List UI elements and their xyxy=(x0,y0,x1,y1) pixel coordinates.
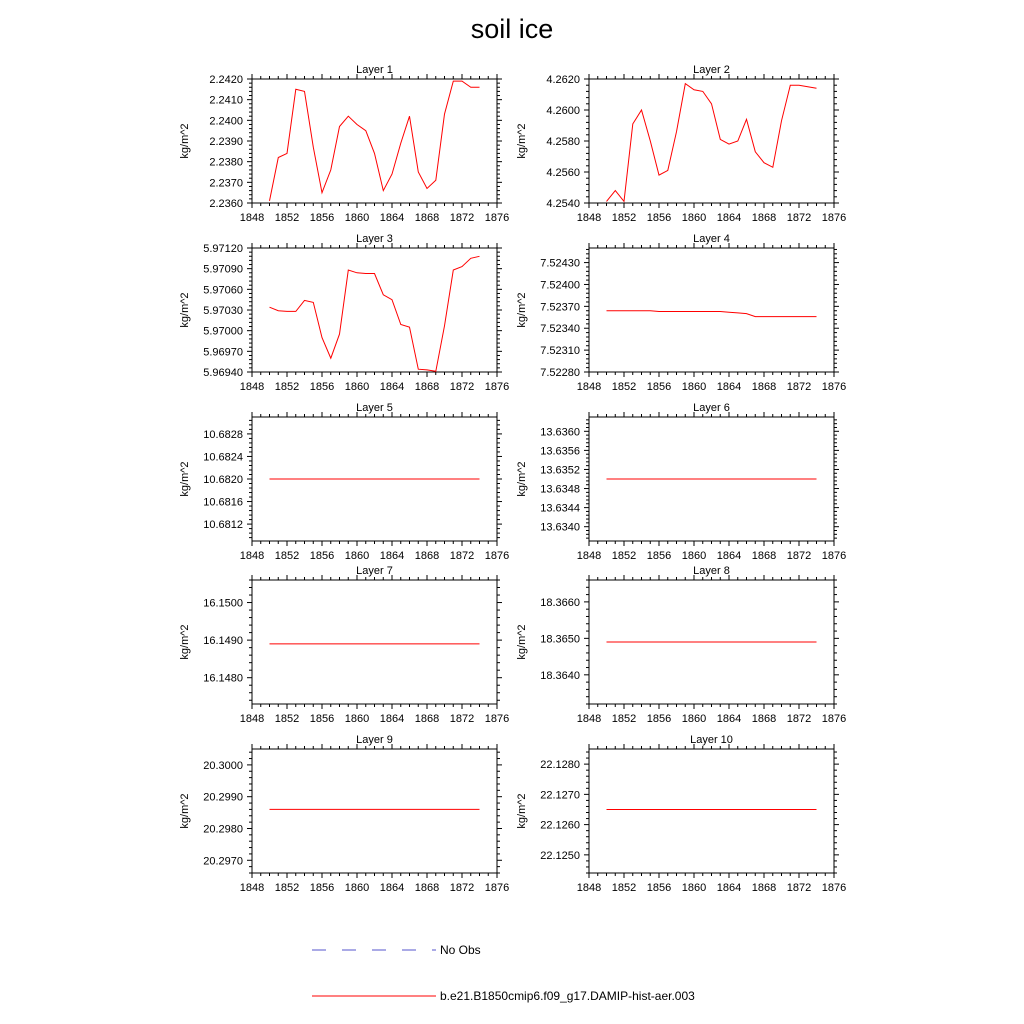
y-tick-label: 13.6340 xyxy=(540,521,580,534)
y-tick-label: 22.1280 xyxy=(540,759,580,772)
x-tick-label: 1852 xyxy=(274,381,300,393)
y-tick-label: 5.96970 xyxy=(203,346,243,359)
y-tick-label: 7.52340 xyxy=(540,323,580,336)
y-tick-label: 10.6816 xyxy=(203,496,243,509)
x-tick-label: 1860 xyxy=(681,882,707,894)
legend-obs-label: No Obs xyxy=(440,943,481,957)
x-tick-label: 1864 xyxy=(716,550,742,562)
y-tick-label: 2.2360 xyxy=(209,198,243,210)
x-tick-label: 1864 xyxy=(716,381,742,393)
x-tick-label: 1876 xyxy=(484,550,510,562)
y-tick-label: 2.2410 xyxy=(209,94,243,107)
panel-7 xyxy=(179,565,509,725)
y-tick-label: 22.1260 xyxy=(540,819,580,832)
y-tick-label: 7.52310 xyxy=(540,345,580,358)
y-axis-label: kg/m^2 xyxy=(179,292,191,328)
y-axis-label: kg/m^2 xyxy=(516,793,528,829)
y-axis-label: kg/m^2 xyxy=(179,123,191,159)
x-tick-label: 1876 xyxy=(821,713,847,725)
panel-6 xyxy=(516,402,846,562)
x-tick-label: 1860 xyxy=(681,381,707,393)
panel-title: Layer 3 xyxy=(356,233,393,245)
y-tick-label: 7.52370 xyxy=(540,301,580,314)
y-tick-label: 18.3640 xyxy=(540,669,580,682)
x-tick-label: 1856 xyxy=(309,882,335,894)
x-tick-label: 1872 xyxy=(786,713,812,725)
y-tick-label: 10.6824 xyxy=(203,451,243,464)
y-tick-label: 5.97090 xyxy=(203,263,243,276)
x-tick-label: 1864 xyxy=(716,713,742,725)
x-tick-label: 1864 xyxy=(379,550,405,562)
x-tick-label: 1872 xyxy=(449,882,475,894)
x-tick-label: 1876 xyxy=(484,713,510,725)
y-axis-label: kg/m^2 xyxy=(516,123,528,159)
panel-title: Layer 6 xyxy=(693,402,730,414)
y-tick-label: 22.1250 xyxy=(540,849,580,862)
x-tick-label: 1876 xyxy=(821,882,847,894)
x-tick-label: 1856 xyxy=(646,882,672,894)
x-tick-label: 1872 xyxy=(786,882,812,894)
x-tick-label: 1852 xyxy=(611,713,637,725)
y-tick-label: 2.2380 xyxy=(209,156,243,169)
x-tick-label: 1856 xyxy=(646,713,672,725)
x-tick-label: 1860 xyxy=(681,550,707,562)
x-tick-label: 1864 xyxy=(716,882,742,894)
x-tick-label: 1856 xyxy=(309,550,335,562)
y-tick-label: 20.3000 xyxy=(203,759,243,772)
y-axis-label: kg/m^2 xyxy=(179,461,191,497)
panel-title: Layer 7 xyxy=(356,565,393,577)
x-tick-label: 1868 xyxy=(751,550,777,562)
x-tick-label: 1852 xyxy=(611,381,637,393)
panel-10 xyxy=(516,734,846,894)
y-axis-label: kg/m^2 xyxy=(179,793,191,829)
x-tick-label: 1860 xyxy=(344,882,370,894)
x-tick-label: 1852 xyxy=(274,882,300,894)
panel-2 xyxy=(516,64,846,224)
x-tick-label: 1848 xyxy=(239,212,265,224)
x-tick-label: 1860 xyxy=(344,381,370,393)
panel-5 xyxy=(179,402,509,562)
x-tick-label: 1876 xyxy=(484,212,510,224)
y-tick-label: 4.2600 xyxy=(546,105,580,117)
panel-title: Layer 8 xyxy=(693,565,730,577)
x-tick-label: 1856 xyxy=(646,212,672,224)
y-axis-label: kg/m^2 xyxy=(179,624,191,660)
x-tick-label: 1852 xyxy=(611,550,637,562)
y-tick-label: 20.2990 xyxy=(203,791,243,804)
x-tick-label: 1848 xyxy=(239,882,265,894)
y-tick-label: 16.1490 xyxy=(203,635,243,648)
x-tick-label: 1868 xyxy=(751,212,777,224)
x-tick-label: 1868 xyxy=(414,212,440,224)
y-tick-label: 18.3660 xyxy=(540,596,580,609)
x-tick-label: 1876 xyxy=(484,381,510,393)
legend-obs xyxy=(312,942,572,958)
y-tick-label: 13.6344 xyxy=(540,502,580,515)
x-tick-label: 1868 xyxy=(414,550,440,562)
x-tick-label: 1848 xyxy=(576,713,602,725)
x-tick-label: 1860 xyxy=(681,713,707,725)
panel-4 xyxy=(516,233,846,393)
y-tick-label: 5.97000 xyxy=(203,325,243,338)
x-tick-label: 1864 xyxy=(379,882,405,894)
x-tick-label: 1856 xyxy=(646,381,672,393)
x-tick-label: 1868 xyxy=(414,381,440,393)
x-tick-label: 1848 xyxy=(576,212,602,224)
x-tick-label: 1864 xyxy=(379,381,405,393)
x-tick-label: 1860 xyxy=(681,212,707,224)
y-tick-label: 10.6812 xyxy=(203,519,243,532)
y-tick-label: 10.6820 xyxy=(203,474,243,486)
panel-title: Layer 9 xyxy=(356,734,393,746)
panel-9 xyxy=(179,734,509,894)
y-tick-label: 2.2390 xyxy=(209,136,243,148)
y-tick-label: 7.52430 xyxy=(540,257,580,270)
x-tick-label: 1852 xyxy=(611,882,637,894)
panel-title: Layer 4 xyxy=(693,233,730,245)
x-tick-label: 1872 xyxy=(449,550,475,562)
panel-title: Layer 2 xyxy=(693,64,730,76)
x-tick-label: 1856 xyxy=(309,381,335,393)
x-tick-label: 1876 xyxy=(821,381,847,393)
x-tick-label: 1868 xyxy=(414,882,440,894)
x-tick-label: 1852 xyxy=(611,212,637,224)
data-series-line xyxy=(607,84,817,202)
x-tick-label: 1868 xyxy=(751,381,777,393)
x-tick-label: 1860 xyxy=(344,212,370,224)
x-tick-label: 1848 xyxy=(239,550,265,562)
legend-model xyxy=(312,988,732,1004)
y-tick-label: 20.2970 xyxy=(203,855,243,868)
x-tick-label: 1872 xyxy=(449,713,475,725)
x-tick-label: 1856 xyxy=(309,212,335,224)
x-tick-label: 1860 xyxy=(344,713,370,725)
x-tick-label: 1848 xyxy=(239,713,265,725)
y-axis-label: kg/m^2 xyxy=(516,292,528,328)
x-tick-label: 1848 xyxy=(576,882,602,894)
x-tick-label: 1864 xyxy=(379,713,405,725)
y-tick-label: 4.2580 xyxy=(546,136,580,148)
y-axis-label: kg/m^2 xyxy=(516,624,528,660)
y-tick-label: 16.1500 xyxy=(203,597,243,610)
plot-frame xyxy=(252,749,497,873)
y-tick-label: 16.1480 xyxy=(203,672,243,685)
x-tick-label: 1856 xyxy=(309,713,335,725)
figure-title: soil ice xyxy=(470,14,554,44)
y-tick-label: 2.2370 xyxy=(209,177,243,190)
legend-model-label: b.e21.B1850cmip6.f09_g17.DAMIP-hist-aer.003 xyxy=(440,989,695,1003)
y-tick-label: 10.6828 xyxy=(203,428,243,441)
panel-8 xyxy=(516,565,846,725)
plot-frame xyxy=(252,248,497,372)
x-tick-label: 1876 xyxy=(821,212,847,224)
x-tick-label: 1852 xyxy=(274,550,300,562)
y-tick-label: 5.97030 xyxy=(203,305,243,317)
x-tick-label: 1872 xyxy=(786,550,812,562)
x-tick-label: 1868 xyxy=(751,713,777,725)
x-tick-label: 1848 xyxy=(576,381,602,393)
y-tick-label: 20.2980 xyxy=(203,823,243,836)
legend-obs-swatch xyxy=(312,942,442,958)
plot-frame xyxy=(589,749,834,873)
plot-frame xyxy=(252,580,497,704)
panel-title: Layer 5 xyxy=(356,402,393,414)
data-series-line xyxy=(270,256,480,371)
y-tick-label: 18.3650 xyxy=(540,633,580,646)
y-tick-label: 7.52280 xyxy=(540,367,580,379)
x-tick-label: 1860 xyxy=(344,550,370,562)
x-tick-label: 1876 xyxy=(484,882,510,894)
x-tick-label: 1872 xyxy=(786,381,812,393)
y-tick-label: 5.97120 xyxy=(203,243,243,255)
y-tick-label: 4.2540 xyxy=(546,198,580,210)
x-tick-label: 1872 xyxy=(786,212,812,224)
x-tick-label: 1872 xyxy=(449,212,475,224)
panel-3 xyxy=(179,233,509,393)
legend-model-swatch xyxy=(312,988,442,1004)
y-tick-label: 2.2420 xyxy=(209,74,243,86)
y-tick-label: 22.1270 xyxy=(540,789,580,802)
y-tick-label: 2.2400 xyxy=(209,115,243,128)
data-series-line xyxy=(607,311,817,317)
y-tick-label: 13.6348 xyxy=(540,483,580,496)
y-tick-label: 13.6356 xyxy=(540,445,580,458)
plot-frame xyxy=(589,248,834,372)
data-series-line xyxy=(270,81,480,201)
x-tick-label: 1868 xyxy=(414,713,440,725)
y-tick-label: 7.52400 xyxy=(540,279,580,292)
x-tick-label: 1864 xyxy=(379,212,405,224)
y-tick-label: 13.6352 xyxy=(540,464,580,477)
y-axis-label: kg/m^2 xyxy=(516,461,528,497)
panel-title: Layer 10 xyxy=(690,734,733,746)
panel-title: Layer 1 xyxy=(356,64,393,76)
x-tick-label: 1852 xyxy=(274,212,300,224)
x-tick-label: 1872 xyxy=(449,381,475,393)
x-tick-label: 1856 xyxy=(646,550,672,562)
x-tick-label: 1848 xyxy=(239,381,265,393)
panel-1 xyxy=(179,64,509,224)
y-tick-label: 5.96940 xyxy=(203,367,243,379)
x-tick-label: 1876 xyxy=(821,550,847,562)
y-tick-label: 4.2560 xyxy=(546,167,580,179)
y-tick-label: 5.97060 xyxy=(203,284,243,297)
x-tick-label: 1868 xyxy=(751,882,777,894)
y-tick-label: 4.2620 xyxy=(546,74,580,86)
y-tick-label: 13.6360 xyxy=(540,426,580,439)
x-tick-label: 1852 xyxy=(274,713,300,725)
x-tick-label: 1848 xyxy=(576,550,602,562)
x-tick-label: 1864 xyxy=(716,212,742,224)
